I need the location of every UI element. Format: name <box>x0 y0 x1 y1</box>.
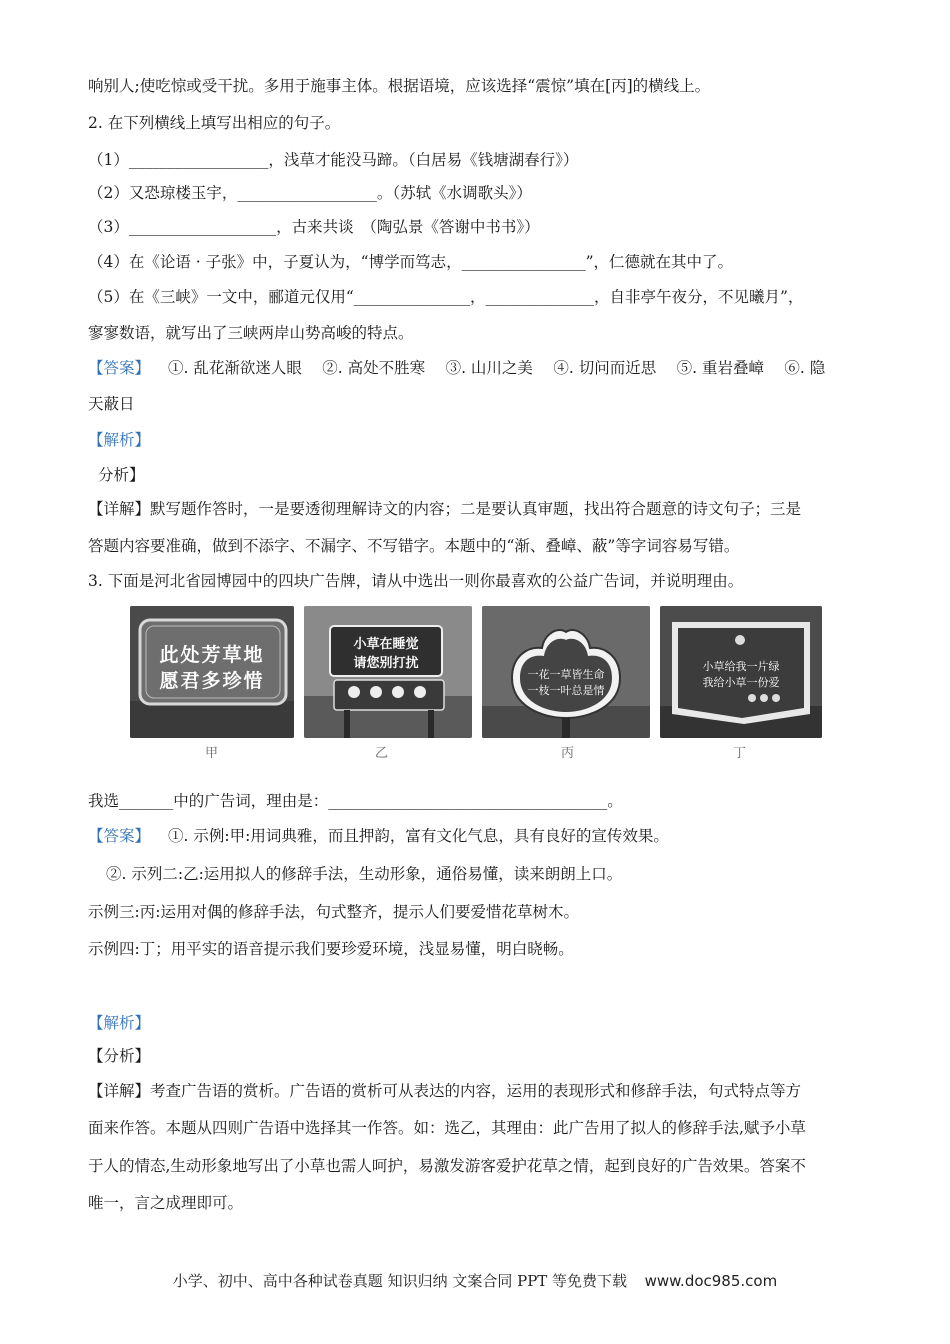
answer-tag: 【答案】 <box>88 359 151 377</box>
sign-bing-line1: 一花一草皆生命 <box>527 668 605 681</box>
question-2-item-5-cont: 寥寥数语，就写出了三峡两岸山势高峻的特点。 <box>88 324 414 342</box>
sign-yi-line2: 请您别打扰 <box>353 656 419 671</box>
detail-tag: 【详解】 <box>88 500 151 518</box>
detail-text: 默写题作答时，一是要透彻理解诗文的内容；二是要认真审题，找出符合题意的诗文句子；三是 <box>150 500 802 518</box>
analysis-heading: 【解析】 <box>88 1014 151 1032</box>
footer <box>0 1270 950 1291</box>
detail-3-cont-3: 唯一，言之成理即可。 <box>88 1194 244 1212</box>
detail-tag: 【详解】 <box>88 1082 151 1100</box>
question-2-item-5: （5）在《三峡》一文中，郦道元仅用“_______________，______________，自非亭午夜分，不见曦月”， <box>88 288 804 306</box>
sign-jia-line2: 愿君多珍惜 <box>159 670 265 692</box>
sign-image-bing <box>482 606 650 738</box>
question-2: 2. 在下列横线上填写出相应的句子。 <box>88 114 341 132</box>
detail-3-cont-1: 面来作答。本题从四则广告语中选择其一作答。如：选乙，其理由：此广告用了拟人的修辞手法,赋予小草 <box>88 1119 806 1137</box>
detail-2-cont: 答题内容要准确，做到不添字、不漏字、不写错字。本题中的“渐、叠嶂、蔽”等字词容易写错。 <box>88 537 740 555</box>
sign-yi-line1: 小草在睡觉 <box>353 637 419 652</box>
sign-bing-line2: 一枝一叶总是情 <box>527 684 605 697</box>
answer-2 <box>88 358 825 378</box>
answer-3-example-3: 示例三:丙:运用对偶的修辞手法，句式整齐，提示人们要爱惜花草树木。 <box>88 903 579 921</box>
answer-3 <box>88 826 669 846</box>
question-3: 3. 下面是河北省园博园中的四块广告牌，请从中选出一则你最喜欢的公益广告词，并说明理由。 <box>88 572 744 590</box>
footer-text: 小学、初中、高中各种试卷真题 知识归纳 文案合同 PPT 等免费下载 <box>172 1272 628 1290</box>
detail-2 <box>88 499 801 519</box>
text-line: 响别人;使吃惊或受干扰。多用于施事主体。根据语境，应该选择“震惊”填在[丙]的横线上。 <box>88 77 711 95</box>
fenxi-heading: 分析】 <box>98 466 145 484</box>
sign-image-ding <box>660 606 822 738</box>
sign-jia-line1: 此处芳草地 <box>159 644 265 666</box>
question-2-item-4: （4）在《论语 · 子张》中，子夏认为，“博学而笃志，________________”，仁德就在其中了。 <box>88 253 733 271</box>
question-2-item-2: （2）又恐琼楼玉宇，__________________。（苏轼《水调歌头》） <box>88 184 532 202</box>
question-2-item-1: （1）__________________，浅草才能没马蹄。（白居易《钱塘湖春行》） <box>88 151 579 169</box>
sign-yi-caption: 乙 <box>375 746 389 761</box>
answer-3-example-4: 示例四:丁；用平实的语音提示我们要珍爱环境，浅显易懂，明白晓畅。 <box>88 940 574 958</box>
detail-3-cont-2: 于人的情态,生动形象地写出了小草也需人呵护，易激发游客爱护花草之情，起到良好的广告效果。答案不 <box>88 1157 806 1175</box>
answer-text: ①. 示例:甲:用词典雅，而且押韵，富有文化气息，具有良好的宣传效果。 <box>168 827 669 845</box>
answer-text: ①. 乱花渐欲迷人眼 ②. 高处不胜寒 ③. 山川之美 ④. 切问而近思 ⑤. 重岩叠嶂 ⑥. 隐 <box>168 359 826 377</box>
detail-3 <box>88 1081 801 1101</box>
footer-link[interactable]: www.doc985.com <box>644 1272 778 1290</box>
detail-text: 考查广告语的赏析。广告语的赏析可从表达的内容，运用的表现形式和修辞手法，句式特点等方 <box>150 1082 802 1100</box>
answer-3-example-2: ②. 示列二:乙:运用拟人的修辞手法，生动形象，通俗易懂，读来朗朗上口。 <box>106 865 623 883</box>
analysis-heading: 【解析】 <box>88 431 151 449</box>
sign-image-jia <box>130 606 294 738</box>
sign-ding-line2: 我给小草一份爱 <box>702 676 780 689</box>
sign-image-yi <box>304 606 472 738</box>
question-3-fill: 我选_______中的广告词，理由是：____________________________________。 <box>88 792 623 810</box>
sign-ding-line1: 小草给我一片绿 <box>702 660 780 673</box>
sign-bing-caption: 丙 <box>561 746 575 761</box>
answer-2-cont: 天蔽日 <box>88 395 135 413</box>
fenxi-heading: 【分析】 <box>88 1047 151 1065</box>
sign-yi-graphic <box>304 606 472 738</box>
answer-tag: 【答案】 <box>88 827 151 845</box>
sign-jia-caption: 甲 <box>205 746 219 761</box>
sign-ding-caption: 丁 <box>733 746 747 761</box>
question-2-item-3: （3）___________________，古来共谈 （陶弘景《答谢中书书》） <box>88 218 540 236</box>
